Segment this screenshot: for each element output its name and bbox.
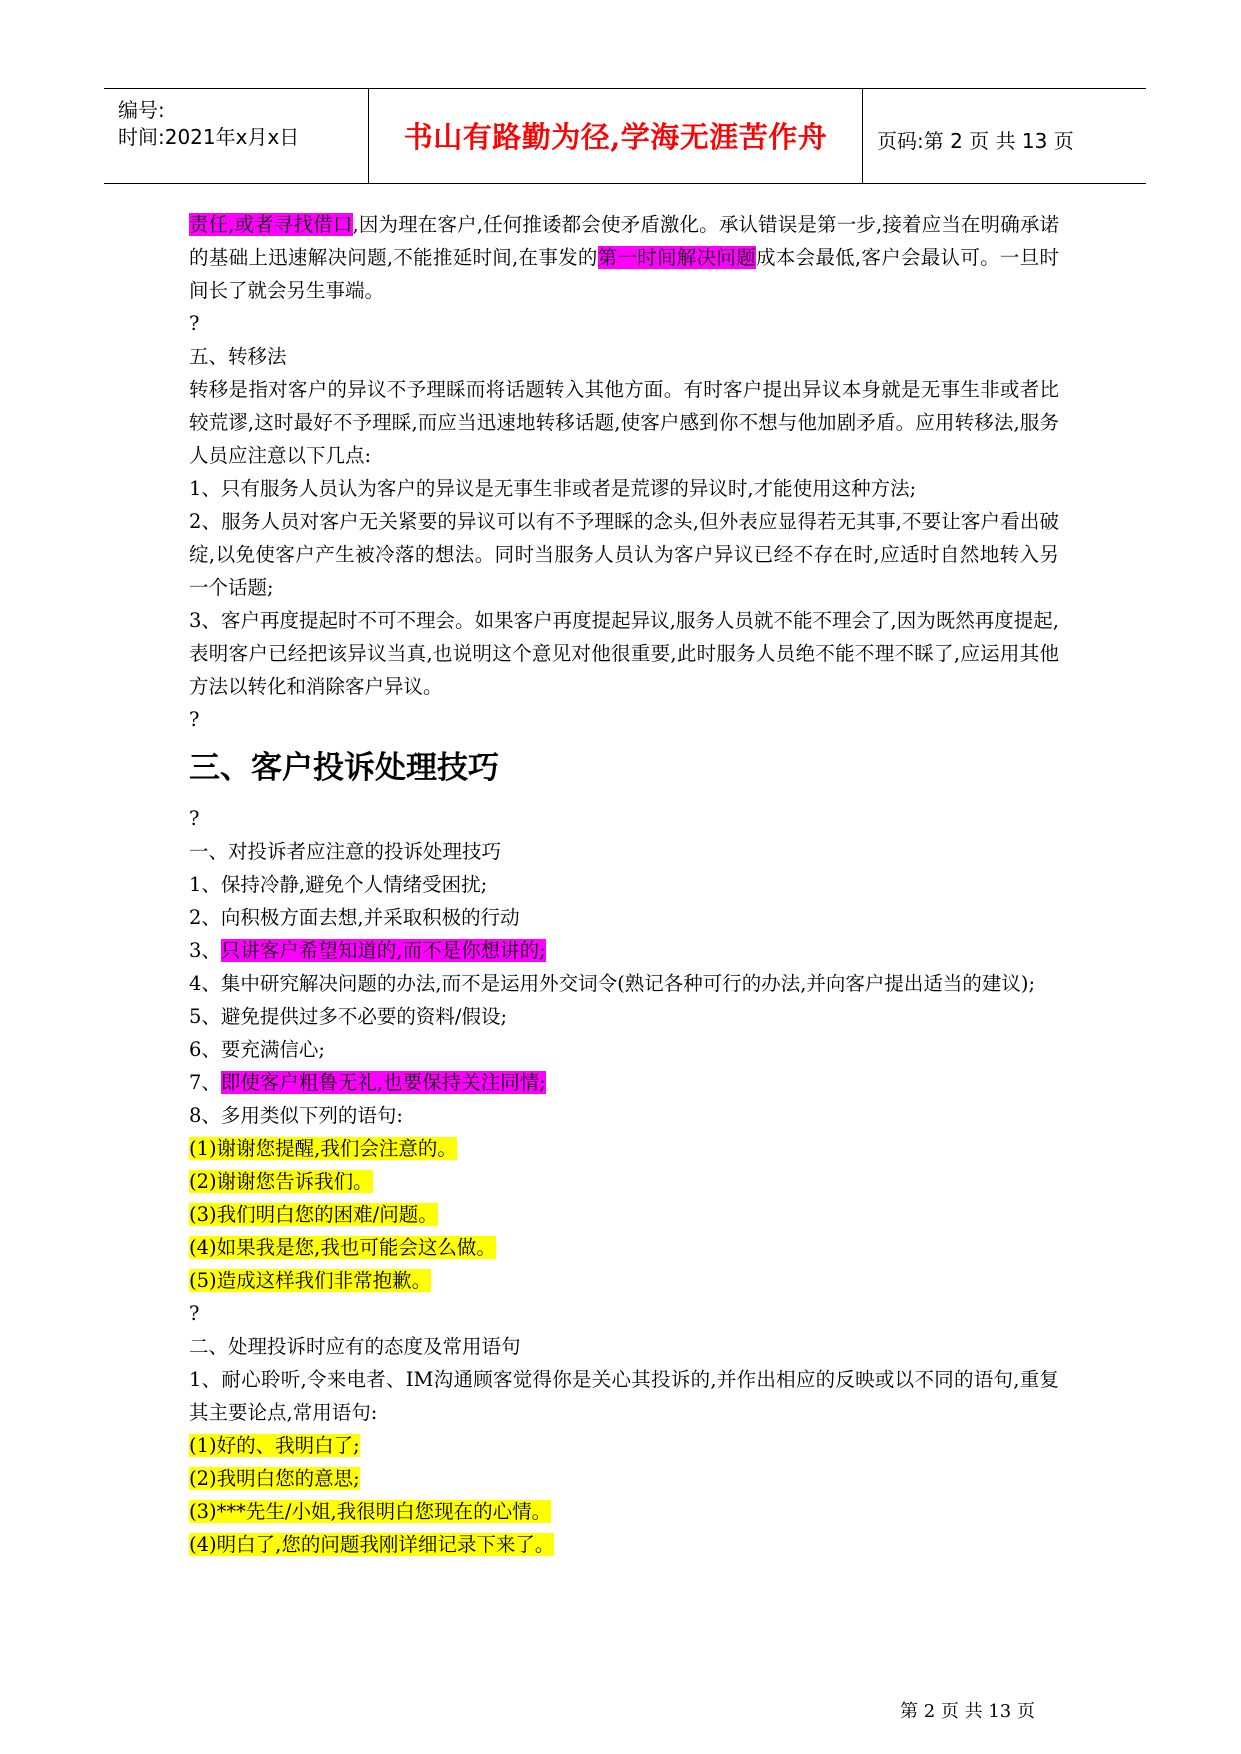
- placeholder-mark: ?: [189, 1302, 200, 1325]
- list-item: 4、集中研究解决问题的办法,而不是运用外交词令(熟记各种可行的办法,并向客户提出适当的建议);: [189, 972, 1036, 995]
- header-center-cell: [369, 89, 863, 183]
- header-page-label: 页码:第 2 页 共 13 页: [877, 129, 1074, 153]
- phrase-item: [189, 1429, 1059, 1462]
- list-item: 1、只有服务人员认为客户的异议是无事生非或者是荒谬的异议时,才能使用这种方法;: [189, 477, 917, 500]
- item-number: 3、: [189, 939, 221, 962]
- phrase-item: [189, 1264, 1059, 1297]
- highlight-text: (3)***先生/小姐,我很明白您现在的心情。: [189, 1500, 552, 1523]
- chapter-heading: 三、客户投诉处理技巧: [189, 750, 499, 786]
- document-time-label: 时间:2021年x月x日: [118, 125, 300, 149]
- section-title: 二、处理投诉时应有的态度及常用语句: [189, 1335, 521, 1358]
- list-item: 2、向积极方面去想,并采取积极的行动: [189, 906, 520, 929]
- highlight-text: (4)明白了,您的问题我刚详细记录下来了。: [189, 1533, 555, 1556]
- phrase-item: [189, 1165, 1059, 1198]
- list-item: [189, 934, 1059, 967]
- phrase-item: [189, 1462, 1059, 1495]
- list-item: 2、服务人员对客户无关紧要的异议可以有不予理睬的念头,但外表应显得若无其事,不要让客户看出破绽,以免使客户产生被冷落的想法。同时当服务人员认为客户异议已经不存在时,应适时自然地转入另一个话题;: [189, 510, 1059, 599]
- header-motto: 书山有路勤为径,学海无涯苦作舟: [403, 120, 828, 154]
- text-run: 成本会最低,客户会最认可。一旦时间长了就会另生事端。: [189, 246, 1059, 302]
- paragraph: [189, 208, 1059, 307]
- list-item: 1、耐心聆听,令来电者、IM沟通顾客觉得你是关心其投诉的,并作出相应的反映或以不同的语句,重复其主要论点,常用语句:: [189, 1368, 1059, 1424]
- section-title: 一、对投诉者应注意的投诉处理技巧: [189, 840, 502, 863]
- highlight-text: 责任,或者寻找借口: [189, 213, 353, 236]
- highlight-text: (2)我明白您的意思;: [189, 1467, 360, 1490]
- highlight-text: (2)谢谢您告诉我们。: [189, 1170, 373, 1193]
- phrase-item: [189, 1198, 1059, 1231]
- highlight-text: 只讲客户希望知道的,而不是你想讲的;: [220, 939, 546, 962]
- header-right-cell: [863, 89, 1146, 183]
- highlight-text: 第一时间解决问题: [597, 246, 756, 269]
- highlight-text: 即使客户粗鲁无礼,也要保持关注同情;: [220, 1071, 546, 1094]
- header-left-cell: [104, 89, 369, 183]
- phrase-item: [189, 1231, 1059, 1264]
- highlight-text: (3)我们明白您的困难/问题。: [189, 1203, 438, 1226]
- highlight-text: (5)造成这样我们非常抱歉。: [189, 1269, 432, 1292]
- list-item: 8、多用类似下列的语句:: [189, 1104, 403, 1127]
- list-item: 6、要充满信心;: [189, 1038, 325, 1061]
- phrase-item: [189, 1495, 1059, 1528]
- text-run: ,因为理在客户,任何推诿都会使矛盾激化。承认错误是第一步,接着应当在明确承诺的基础上迅速解决问题,不能推延时间,在事发的: [189, 213, 1059, 269]
- document-body: [189, 208, 1059, 1561]
- list-item: 1、保持冷静,避免个人情绪受困扰;: [189, 873, 488, 896]
- paragraph: 转移是指对客户的异议不予理睬而将话题转入其他方面。有时客户提出异议本身就是无事生非或者比较荒谬,这时最好不予理睬,而应当迅速地转移话题,使客户感到你不想与他加剧矛盾。应用转移法,服务人员应注意以下几点:: [189, 378, 1059, 467]
- section-title: 五、转移法: [189, 345, 287, 368]
- list-item: 5、避免提供过多不必要的资料/假设;: [189, 1005, 508, 1028]
- header-table: [104, 88, 1146, 184]
- highlight-text: (1)好的、我明白了;: [189, 1434, 360, 1457]
- list-item: 3、客户再度提起时不可不理会。如果客户再度提起异议,服务人员就不能不理会了,因为既然再度提起,表明客户已经把该异议当真,也说明这个意见对他很重要,此时服务人员绝不能不理不睬了,应运用其他方法以转化和消除客户异议。: [189, 609, 1059, 698]
- phrase-item: [189, 1528, 1059, 1561]
- list-item: [189, 1066, 1059, 1099]
- phrase-item: [189, 1132, 1059, 1165]
- placeholder-mark: ?: [189, 312, 200, 335]
- document-number-label: 编号:: [118, 98, 165, 122]
- highlight-text: (1)谢谢您提醒,我们会注意的。: [189, 1137, 457, 1160]
- placeholder-mark: ?: [189, 807, 200, 830]
- placeholder-mark: ?: [189, 708, 200, 731]
- highlight-text: (4)如果我是您,我也可能会这么做。: [189, 1236, 496, 1259]
- page-footer: 第 2 页 共 13 页: [900, 1701, 1035, 1722]
- item-number: 7、: [189, 1071, 221, 1094]
